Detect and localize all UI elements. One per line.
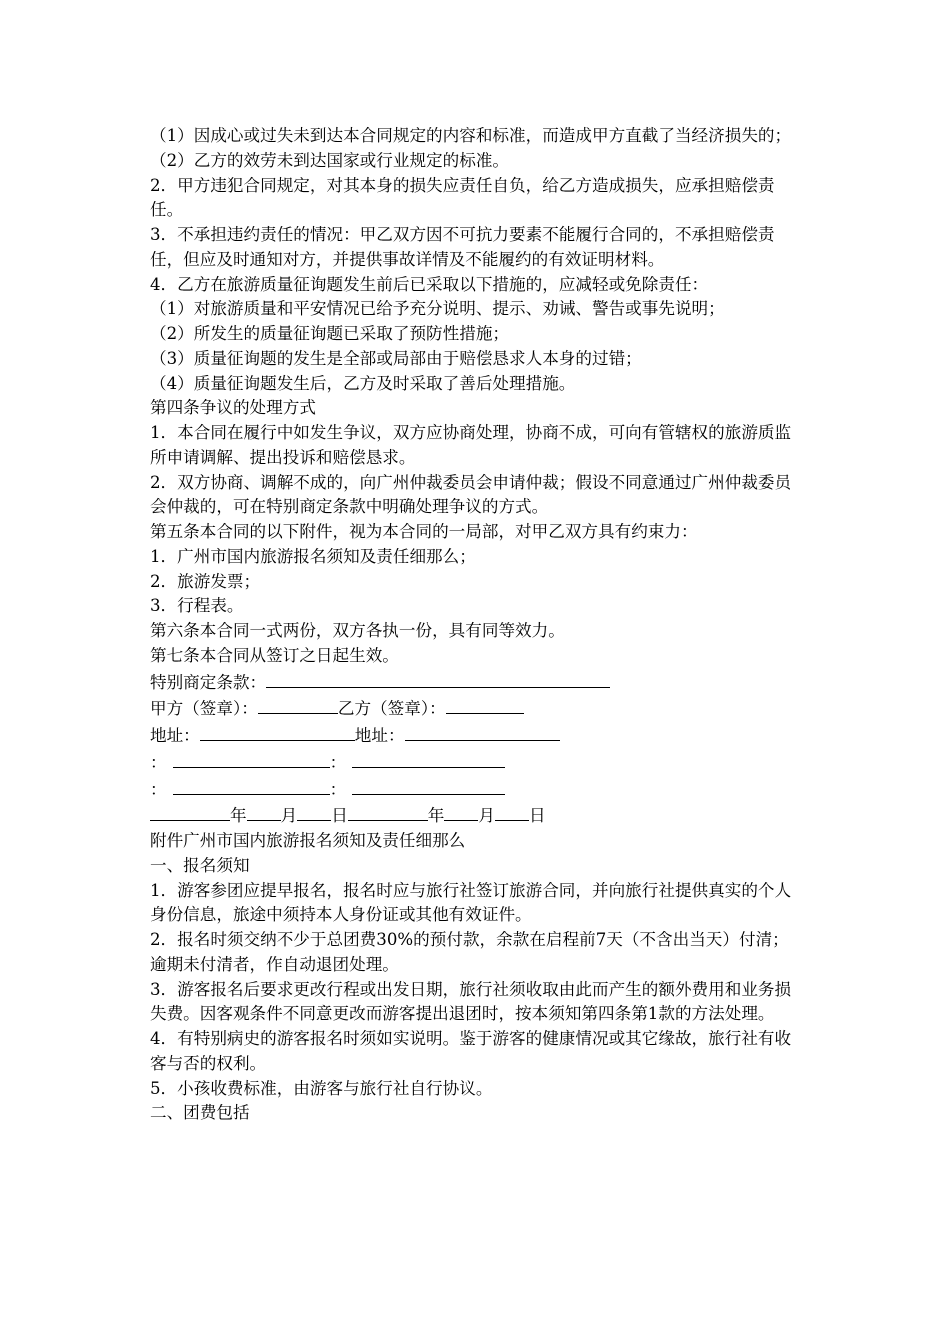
special-terms-blank[interactable] bbox=[266, 669, 610, 688]
section-heading: 一、报名须知 bbox=[150, 855, 250, 875]
clause-line: 3．行程表。 bbox=[150, 596, 244, 616]
address-b-label: 地址： bbox=[354, 726, 405, 745]
clause-line: （2）乙方的效劳未到达国家或行业规定的标准。 bbox=[150, 150, 510, 170]
clause-line: 3．游客报名后要求更改行程或出发日期，旅行社须收取由此而产生的额外费用和业务损失费。因客观条件不同意更改而游客提出退团时，按本须知第四条第1款的方法处理。 bbox=[150, 979, 792, 1024]
year-a-blank[interactable] bbox=[150, 802, 230, 821]
clause-line: 2．旅游发票； bbox=[150, 571, 261, 591]
contact-b-blank[interactable] bbox=[352, 776, 505, 795]
contact-line bbox=[150, 749, 800, 776]
party-a-blank[interactable] bbox=[258, 695, 338, 714]
date-line bbox=[150, 802, 800, 829]
day-b-blank[interactable] bbox=[495, 802, 529, 821]
document-page bbox=[150, 124, 800, 1126]
address-line bbox=[150, 722, 800, 749]
day-label: 日 bbox=[528, 806, 546, 826]
contact-b-blank[interactable] bbox=[352, 749, 505, 768]
contact-line bbox=[150, 776, 800, 803]
clause-line: 4．乙方在旅游质量征询题发生前后已采取以下措施的，应减轻或免除责任： bbox=[150, 274, 709, 294]
clause-line: （4）质量征询题发生后，乙方及时采取了善后处理措施。 bbox=[150, 373, 576, 393]
signature-line bbox=[150, 695, 800, 722]
clause-line: 4．有特别病史的游客报名时须如实说明。鉴于游客的健康情况或其它缘故，旅行社有收客与否的权利。 bbox=[150, 1029, 792, 1073]
clause-line: （3）质量征询题的发生是全部或局部由于赔偿恳求人本身的过错； bbox=[150, 348, 642, 368]
appendix-title: 附件广州市国内旅游报名须知及责任细那么 bbox=[150, 831, 466, 850]
clause-line: 3．不承担违约责任的情况：甲乙双方因不可抗力要素不能履行合同的，不承担赔偿责任，但应及时通知对方，并提供事故详情及不能履约的有效证明材料。 bbox=[150, 225, 775, 269]
contact-a-blank[interactable] bbox=[173, 776, 330, 795]
clause-line: 1．本合同在履行中如发生争议，双方应协商处理，协商不成，可向有管辖权的旅游质监所申请调解、提出投诉和赔偿恳求。 bbox=[150, 423, 792, 467]
month-a-blank[interactable] bbox=[247, 802, 281, 821]
clause-line: 5．小孩收费标准，由游客与旅行社自行协议。 bbox=[150, 1078, 493, 1098]
party-b-label: 乙方（签章）： bbox=[337, 699, 446, 719]
special-terms-label: 特别商定条款： bbox=[150, 672, 267, 692]
clause-line: 2．报名时须交纳不少于总团费30%的预付款，余款在启程前7天（不含出当天）付清；逾期未付清者，作自动退团处理。 bbox=[150, 930, 789, 974]
clause-line: 2．甲方违犯合同规定，对其本身的损失应责任自负，给乙方造成损失，应承担赔偿责任。 bbox=[150, 175, 775, 220]
month-label: 月 bbox=[478, 806, 495, 826]
colon-label: ： bbox=[150, 779, 167, 799]
section-heading: 二、团费包括 bbox=[150, 1103, 250, 1123]
section-heading: 第六条本合同一式两份，双方各执一份，具有同等效力。 bbox=[150, 621, 565, 640]
section-heading: 第七条本合同从签订之日起生效。 bbox=[150, 645, 399, 665]
year-label: 年 bbox=[427, 806, 445, 826]
colon-label: ： bbox=[329, 779, 347, 799]
month-b-blank[interactable] bbox=[444, 802, 478, 821]
address-a-label: 地址： bbox=[150, 726, 200, 745]
party-b-blank[interactable] bbox=[446, 695, 524, 714]
day-label: 日 bbox=[331, 806, 348, 826]
clause-line: 2．双方协商、调解不成的，向广州仲裁委员会申请仲裁；假设不同意通过广州仲裁委员会仲裁的，可在特别商定条款中明确处理争议的方式。 bbox=[150, 472, 792, 517]
clause-line: 1．游客参团应提早报名，报名时应与旅行社签订旅游合同，并向旅行社提供真实的个人身份信息，旅途中须持本人身份证或其他有效证件。 bbox=[150, 880, 792, 925]
year-label: 年 bbox=[230, 806, 247, 826]
colon-label: ： bbox=[150, 752, 167, 772]
month-label: 月 bbox=[280, 806, 298, 826]
address-a-blank[interactable] bbox=[200, 722, 355, 741]
clause-line: （2）所发生的质量征询题已采取了预防性措施； bbox=[150, 324, 510, 343]
contact-a-blank[interactable] bbox=[173, 749, 330, 768]
colon-label: ： bbox=[329, 752, 347, 772]
clause-line: （1）因成心或过失未到达本合同规定的内容和标准，而造成甲方直截了当经济损失的； bbox=[150, 126, 792, 145]
day-a-blank[interactable] bbox=[297, 802, 331, 821]
clause-line: （1）对旅游质量和平安情况已给予充分说明、提示、劝诫、警告或事先说明； bbox=[150, 299, 725, 319]
year-b-blank[interactable] bbox=[348, 802, 428, 821]
section-heading: 第五条本合同的以下附件，视为本合同的一局部，对甲乙双方具有约束力： bbox=[150, 522, 698, 541]
clause-line: 1．广州市国内旅游报名须知及责任细那么； bbox=[150, 546, 476, 566]
special-terms-line bbox=[150, 669, 800, 696]
address-b-blank[interactable] bbox=[405, 722, 560, 741]
section-heading: 第四条争议的处理方式 bbox=[150, 398, 316, 418]
party-a-label: 甲方（签章）： bbox=[150, 699, 258, 719]
